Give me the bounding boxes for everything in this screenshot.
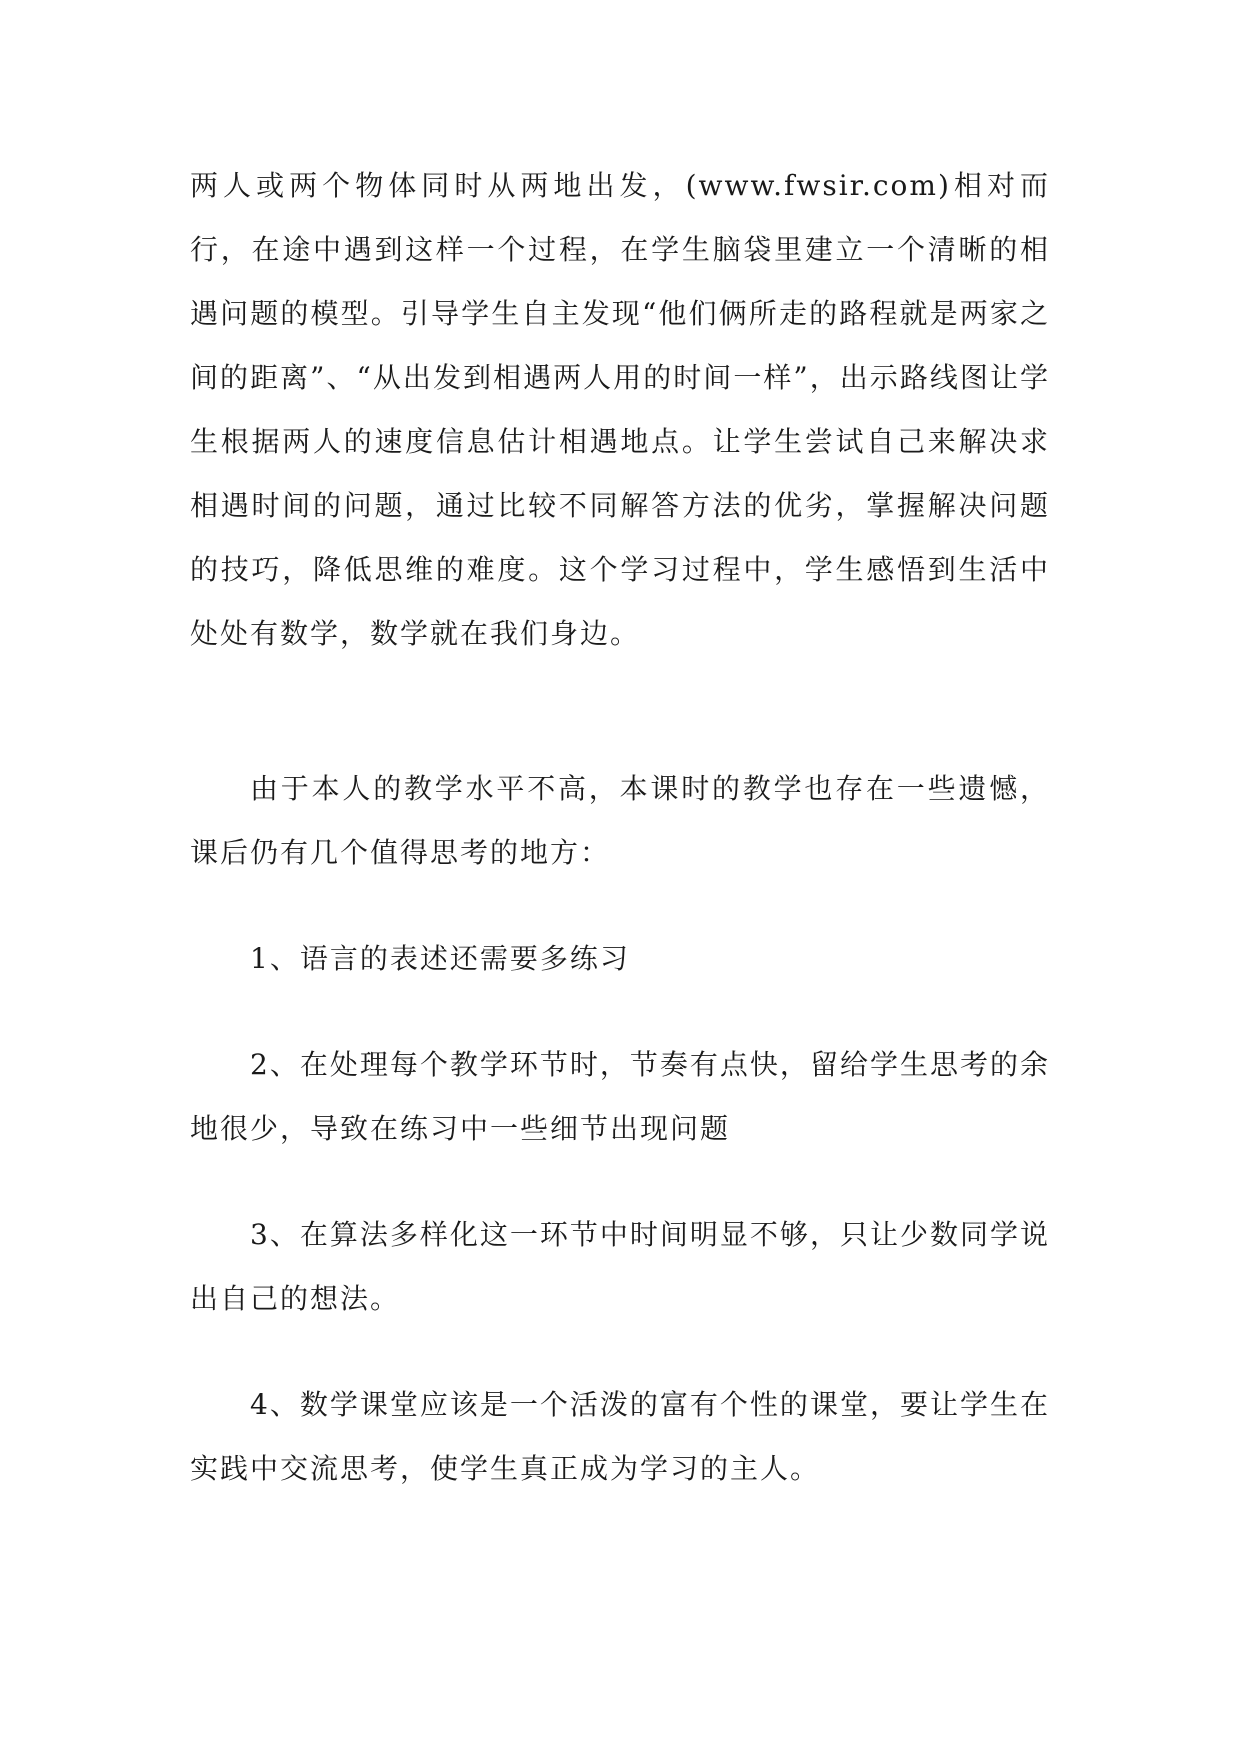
paragraph-meeting-problem-model: 两人或两个物体同时从两地出发，(www.fwsir.com)相对而行，在途中遇到这样一个过程，在学生脑袋里建立一个清晰的相遇问题的模型。引导学生自主发现“他们俩所走的路程就是两家之间的距离”、“从出发到相遇两人用的时间一样”，出示路线图让学生根据两人的速度信息估计相遇地点。让学生尝试自己来解决求相遇时间的问题，通过比较不同解答方法的优劣，掌握解决问题的技巧，降低思维的难度。这个学习过程中，学生感悟到生活中处处有数学，数学就在我们身边。: [190, 169, 1050, 650]
paragraph-reflection-intro: 由于本人的教学水平不高，本课时的教学也存在一些遗憾，课后仍有几个值得思考的地方：: [190, 772, 1050, 869]
list-item-3: 3、在算法多样化这一环节中时间明显不够，只让少数同学说出自己的想法。: [190, 1218, 1050, 1315]
document-body: [190, 154, 1050, 1501]
list-item-4: 4、数学课堂应该是一个活泼的富有个性的课堂，要让学生在实践中交流思考，使学生真正成为学习的主人。: [190, 1388, 1050, 1485]
list-item-2: 2、在处理每个教学环节时，节奏有点快，留给学生思考的余地很少，导致在练习中一些细节出现问题: [190, 1048, 1050, 1145]
list-item-1: 1、语言的表述还需要多练习: [250, 942, 630, 975]
